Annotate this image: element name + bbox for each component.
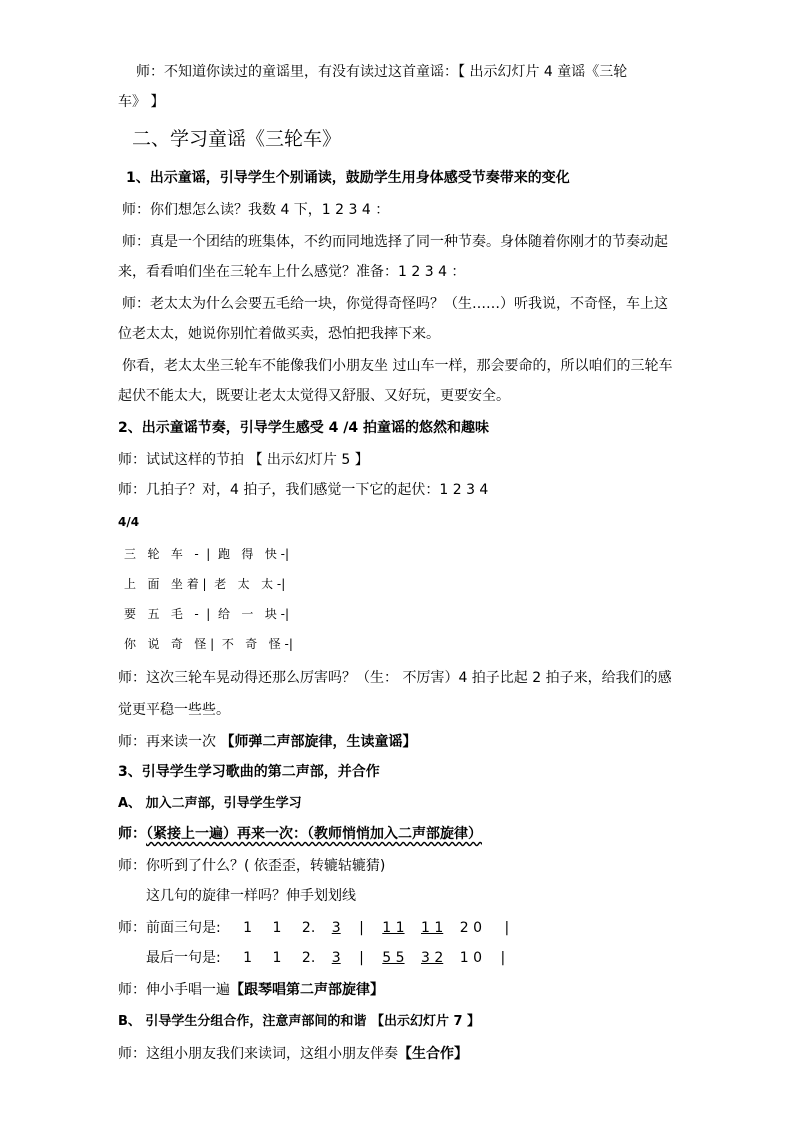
step-3-part-a: A、 加入二声部，引导学生学习 — [118, 796, 302, 811]
step-1-line-a: 师：你们想怎么读？我数 4 下，1 2 3 4 ： — [122, 202, 390, 218]
step-3-line-b2: 这几句的旋律一样吗？伸手划划线 — [146, 888, 356, 904]
step-3-line-a-prefix: 师： — [118, 826, 146, 842]
note: 1 — [272, 950, 282, 966]
note: 2. — [301, 920, 316, 936]
note: 3 2 — [421, 950, 444, 966]
intro-line-2: 车》 】 — [118, 94, 165, 110]
step-2-line-a: 师：试试这样的节拍 【 出示幻灯片 5 】 — [118, 452, 369, 468]
step-2-heading: 2、出示童谣节奏，引导学生感受 4 /4 拍童谣的悠然和趣味 — [118, 420, 489, 436]
note: 3 — [331, 920, 341, 936]
note: 2. — [301, 950, 316, 966]
bar-line: | — [504, 920, 510, 936]
notes-row-2-label: 最后一句是: — [146, 950, 221, 966]
note: 2 0 — [459, 920, 482, 936]
note: 1 0 — [459, 950, 482, 966]
time-signature: 4/4 — [118, 515, 140, 529]
step-1-line-b1: 师：真是一个团结的班集体，不约而同地选择了同一种节奏。身体随着你刚才的节奏动起 — [122, 234, 668, 250]
step-3-part-b: B、 引导学生分组合作，注意声部间的和谐 【出示幻灯片 7 】 — [118, 1014, 481, 1029]
step-1-line-d2: 起伏不能太大，既要让老太太觉得又舒服、又好玩，更要安全。 — [118, 388, 510, 404]
note: 1 — [272, 920, 282, 936]
step-3-line-d-bracket: 【跟琴唱第二声部旋律】 — [230, 982, 384, 998]
note: 1 — [243, 950, 253, 966]
step-2-line-c1: 师：这次三轮车晃动得还那么厉害吗？（生： 不厉害）4 拍子比起 2 拍子来，给我们的感 — [118, 670, 672, 686]
note: 1 1 — [382, 920, 405, 936]
step-3-line-d-prefix: 师：伸小手唱一遍 — [118, 982, 230, 998]
rhythm-line: 你 说 奇 怪 | 不 奇 怪 -| — [124, 637, 293, 651]
step-1-heading: 1、出示童谣，引导学生个别诵读，鼓励学生用身体感受节奏带来的变化 — [126, 170, 570, 186]
step-2-line-d-bracket: 【师弹二声部旋律，生读童谣】 — [220, 734, 417, 750]
step-3-line-a — [118, 824, 482, 844]
rhythm-line: 三 轮 车 - | 跑 得 快 -| — [124, 547, 290, 561]
step-3-line-a-text: （紧接上一遍）再来一次：（教师悄悄加入二声部旋律） — [146, 826, 482, 842]
step-3-line-b: 师：你听到了什么？( 依歪歪，转辘轱辘猜) — [118, 858, 386, 874]
step-2-line-b: 师：几拍子？对，4 拍子，我们感觉一下它的起伏：1 2 3 4 — [118, 482, 489, 498]
bar-line: | — [500, 950, 506, 966]
step-2-line-c2: 觉更平稳一些些。 — [118, 702, 230, 718]
step-2-line-d-prefix: 师：再来读一次 — [118, 734, 221, 750]
notes-row-2 — [146, 948, 505, 968]
step-1-line-d1: 你看，老太太坐三轮车不能像我们小朋友坐 过山车一样，那会要命的，所以咱们的三轮车 — [122, 358, 673, 374]
step-1-line-b2: 来，看看咱们坐在三轮车上什么感觉？准备：1 2 3 4 ： — [118, 264, 466, 280]
bar-line: | — [359, 920, 364, 936]
step-1-line-c1: 师：老太太为什么会要五毛给一块，你觉得奇怪吗？（生……）听我说，不奇怪，车上这 — [122, 296, 668, 312]
notes-row-1 — [118, 918, 509, 938]
step-3-line-e-bracket: 【生合作】 — [398, 1046, 468, 1062]
step-3-heading: 3、引导学生学习歌曲的第二声部，并合作 — [118, 764, 380, 780]
step-1-line-c2: 位老太太，她说你别忙着做买卖，恐怕把我摔下来。 — [118, 326, 440, 342]
bar-line: | — [359, 950, 364, 966]
rhythm-line: 要 五 毛 - | 给 一 块 -| — [124, 607, 290, 621]
section-2-title: 二、学习童谣《三轮车》 — [132, 128, 342, 150]
notes-row-1-label: 师：前面三句是: — [118, 920, 221, 936]
intro-line-1: 师：不知道你读过的童谣里，有没有读过这首童谣：【 出示幻灯片 4 童谣《三轮 — [136, 64, 628, 80]
note: 5 5 — [382, 950, 405, 966]
step-3-line-d — [118, 980, 384, 1000]
step-3-line-e — [118, 1044, 468, 1064]
step-3-line-e-prefix: 师：这组小朋友我们来读词，这组小朋友伴奏 — [118, 1046, 398, 1062]
note: 3 — [331, 950, 341, 966]
rhythm-line: 上 面 坐 着 | 老 太 太 -| — [124, 577, 286, 591]
note: 1 — [243, 920, 253, 936]
note: 1 1 — [421, 920, 444, 936]
step-2-line-d — [118, 732, 416, 752]
